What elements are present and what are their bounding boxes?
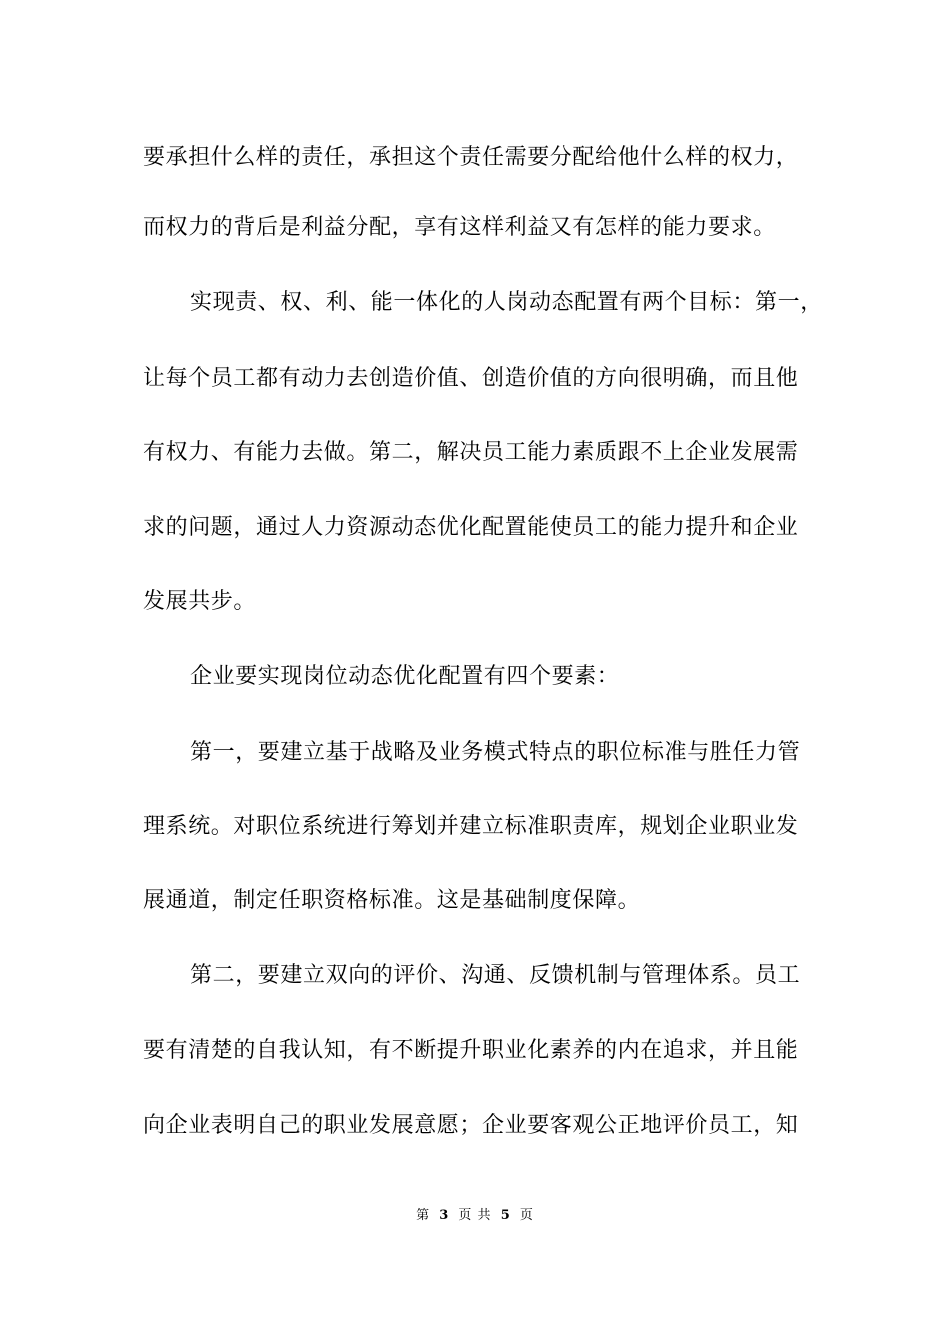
footer-prefix: 第: [416, 1208, 431, 1223]
text-line-1: 要承担什么样的责任，承担这个责任需要分配给他什么样的权力，: [143, 145, 799, 170]
footer-current-page: 3: [439, 1208, 450, 1223]
text-line-2: 而权力的背后是利益分配，享有这样利益又有怎样的能力要求。: [143, 215, 776, 240]
footer-total-pages: 5: [500, 1208, 511, 1223]
text-line-9: 第一，要建立基于战略及业务模式特点的职位标准与胜任力管: [190, 740, 801, 765]
text-line-4: 让每个员工都有动力去创造价值、创造价值的方向很明确，而且他: [143, 366, 799, 391]
text-line-12: 第二，要建立双向的评价、沟通、反馈机制与管理体系。员工: [190, 963, 801, 988]
footer-middle: 页 共: [458, 1208, 492, 1223]
text-line-11: 展通道，制定任职资格标准。这是基础制度保障。: [143, 888, 641, 913]
text-line-14: 向企业表明自己的职业发展意愿；企业要客观公正地评价员工，知: [143, 1113, 799, 1138]
text-line-13: 要有清楚的自我认知，有不断提升职业化素养的内在追求，并且能: [143, 1038, 799, 1063]
page-footer: [0, 1207, 950, 1225]
text-line-6: 求的问题，通过人力资源动态优化配置能使员工的能力提升和企业: [143, 515, 799, 540]
text-line-10: 理系统。对职位系统进行筹划并建立标准职责库，规划企业职业发: [143, 814, 799, 839]
text-line-5: 有权力、有能力去做。第二，解决员工能力素质跟不上企业发展需: [143, 440, 799, 465]
text-line-8: 企业要实现岗位动态优化配置有四个要素：: [190, 664, 620, 689]
text-line-3: 实现责、权、利、能一体化的人岗动态配置有两个目标：第一，: [190, 290, 823, 315]
text-line-7: 发展共步。: [143, 589, 257, 614]
footer-suffix: 页: [519, 1208, 534, 1223]
